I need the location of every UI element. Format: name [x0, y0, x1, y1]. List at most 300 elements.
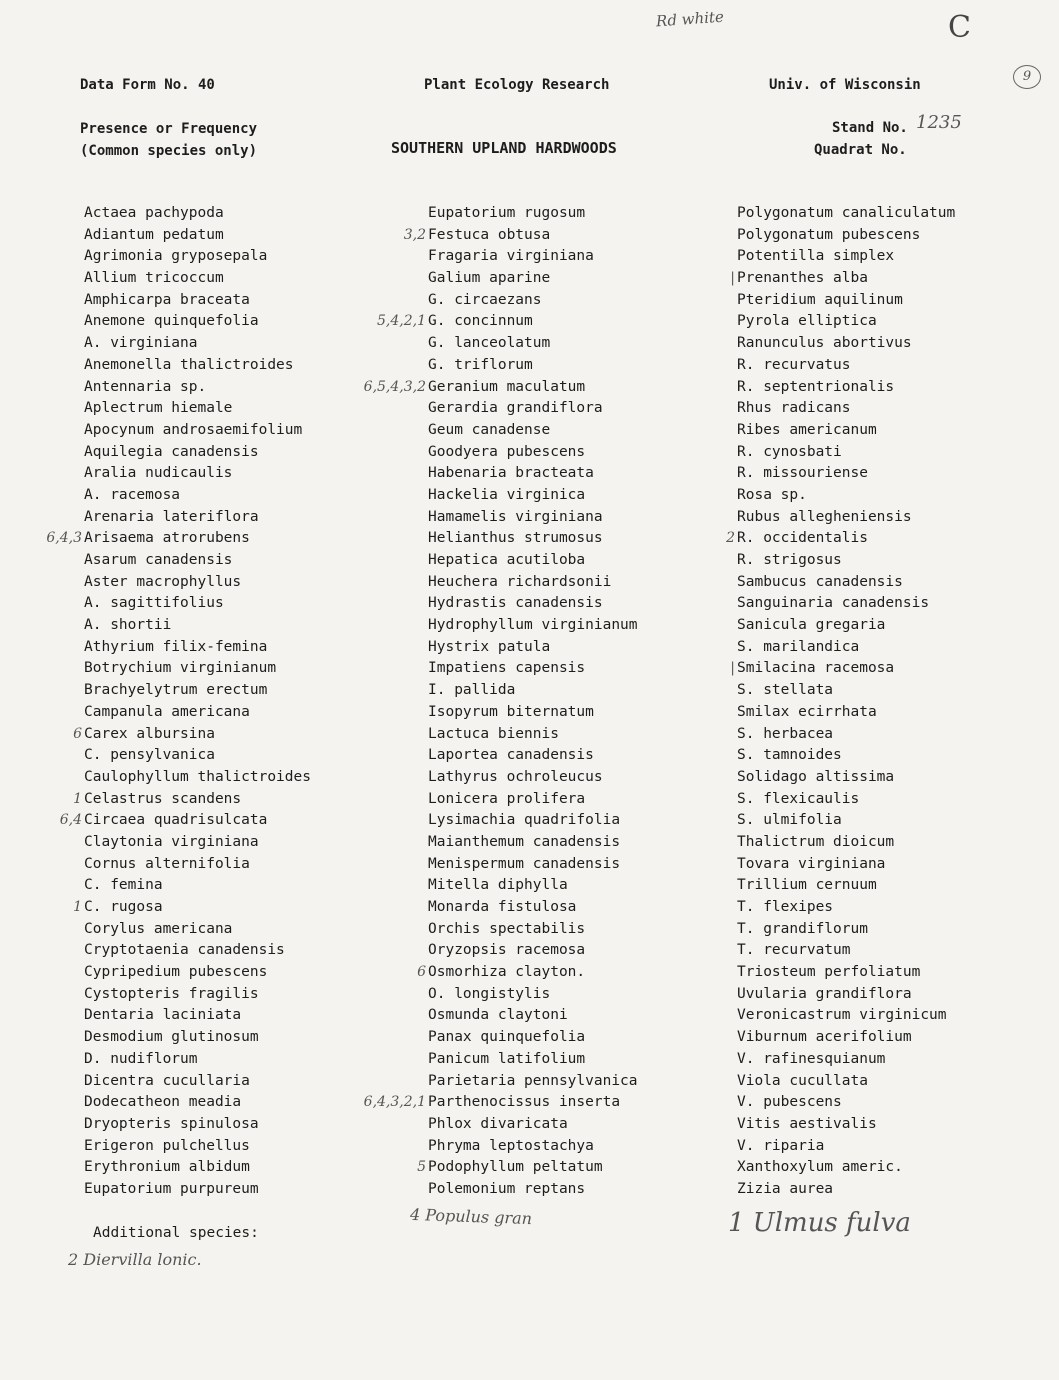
species-row	[84, 333, 414, 355]
species-row	[84, 615, 414, 637]
species-row	[84, 550, 414, 572]
species-name: S. flexicaulis	[737, 790, 860, 807]
species-name: Polygonatum canaliculatum	[737, 205, 956, 221]
species-row	[737, 745, 1059, 767]
species-row	[428, 1179, 758, 1201]
species-row	[737, 702, 1059, 724]
species-name: Isopyrum biternatum	[428, 703, 594, 720]
species-row	[737, 810, 1059, 832]
species-row	[428, 854, 758, 876]
species-name: Aplectrum hiemale	[84, 400, 233, 417]
frequency-mark: 6	[417, 964, 426, 981]
species-name: Dodecatheon meadia	[84, 1094, 242, 1111]
species-name: S. herbacea	[737, 725, 834, 742]
species-name: Sanguinaria canadensis	[737, 595, 930, 612]
species-row	[737, 637, 1059, 659]
species-name: Thalictrum dioicum	[737, 833, 895, 850]
species-name: Brachyelytrum erectum	[84, 682, 268, 699]
stand-label: Stand No.	[832, 120, 908, 136]
species-name: C. rugosa	[84, 899, 163, 915]
additional-species-entry-1: 2 Diervilla lonic.	[68, 1250, 202, 1269]
species-row	[84, 225, 414, 247]
species-name: Dryopteris spinulosa	[84, 1115, 259, 1132]
species-name: Geum canadense	[428, 421, 551, 438]
species-name: Rosa sp.	[737, 486, 807, 503]
species-row	[59, 810, 414, 832]
species-name: Hydrastis canadensis	[428, 595, 603, 612]
species-row	[737, 897, 1059, 919]
frequency-mark: 5,4,2,1	[377, 313, 426, 330]
species-name: A. racemosa	[84, 486, 181, 503]
species-row	[417, 1157, 758, 1179]
species-name: Desmodium glutinosum	[84, 1029, 259, 1046]
species-row	[403, 225, 758, 247]
species-row	[737, 854, 1059, 876]
species-row	[737, 832, 1059, 854]
species-row	[737, 311, 1059, 333]
species-name: Veronicastrum virginicum	[737, 1007, 947, 1024]
stand-value: 1235	[916, 112, 962, 133]
species-row	[84, 1005, 414, 1027]
species-row	[84, 875, 414, 897]
species-row	[84, 246, 414, 268]
species-row	[363, 1092, 758, 1114]
species-name: Parietaria pennsylvanica	[428, 1072, 638, 1089]
species-row	[84, 203, 414, 225]
species-name: Oryzopsis racemosa	[428, 942, 586, 959]
species-name: Arisaema atrorubens	[84, 530, 250, 547]
species-row	[428, 1136, 758, 1158]
species-name: Cornus alternifolia	[84, 855, 250, 872]
additional-species-label: Additional species:	[93, 1225, 259, 1241]
species-name: Galium aparine	[428, 270, 551, 287]
species-name: Aster macrophyllus	[84, 573, 242, 590]
species-row	[428, 1027, 758, 1049]
species-row	[417, 962, 758, 984]
species-row	[737, 355, 1059, 377]
species-name: S. stellata	[737, 682, 834, 699]
species-name: Eupatorium rugosum	[428, 205, 586, 221]
research-label: Plant Ecology Research	[424, 77, 610, 93]
species-name: Orchis spectabilis	[428, 920, 586, 937]
species-row	[84, 745, 414, 767]
species-name: Hydrophyllum virginianum	[428, 617, 638, 634]
species-name: Pyrola elliptica	[737, 313, 877, 330]
species-row	[737, 1071, 1059, 1093]
species-row	[428, 593, 758, 615]
species-name: Anemonella thalictroides	[84, 356, 294, 373]
species-row	[84, 593, 414, 615]
species-column-3	[726, 203, 1059, 1201]
species-row	[84, 919, 414, 941]
species-name: Zizia aurea	[737, 1180, 834, 1197]
species-row	[428, 550, 758, 572]
form-number: Data Form No. 40	[80, 77, 215, 93]
species-name: S. marilandica	[737, 638, 860, 655]
species-name: Botrychium virginianum	[84, 660, 277, 677]
additional-species-entry-2: 4 Populus gran	[409, 1204, 533, 1229]
species-row	[84, 680, 414, 702]
species-row	[73, 789, 414, 811]
species-name: Hepatica acutiloba	[428, 552, 586, 568]
species-name: C. femina	[84, 877, 163, 894]
species-row	[737, 225, 1059, 247]
species-name: Eupatorium purpureum	[84, 1180, 259, 1197]
species-name: G. lanceolatum	[428, 335, 551, 352]
species-row	[737, 246, 1059, 268]
species-row	[737, 1157, 1059, 1179]
frequency-mark: 6,4,3	[46, 530, 82, 547]
species-row	[428, 810, 758, 832]
species-row	[84, 702, 414, 724]
species-row	[84, 290, 414, 312]
species-name: C. pensylvanica	[84, 747, 215, 764]
species-row	[73, 897, 414, 919]
species-row	[84, 572, 414, 594]
species-row	[737, 615, 1059, 637]
species-name: Gerardia grandiflora	[428, 400, 603, 417]
frequency-mark: |	[730, 660, 735, 677]
additional-species-entry-3: 1 Ulmus fulva	[728, 1208, 911, 1238]
species-name: Campanula americana	[84, 703, 250, 720]
species-name: Apocynum androsaemifolium	[84, 421, 303, 438]
species-row	[428, 528, 758, 550]
presence-sublabel: (Common species only)	[80, 143, 258, 159]
species-row	[84, 1049, 414, 1071]
species-name: Phlox divaricata	[428, 1115, 568, 1132]
species-row	[737, 962, 1059, 984]
species-row	[84, 962, 414, 984]
species-name: V. rafinesquianum	[737, 1050, 886, 1067]
species-name: Habenaria bracteata	[428, 465, 594, 482]
species-name: Cypripedium pubescens	[84, 964, 268, 981]
species-row	[428, 832, 758, 854]
species-row	[737, 442, 1059, 464]
species-name: Hystrix patula	[428, 638, 551, 655]
species-row	[428, 398, 758, 420]
species-row	[428, 919, 758, 941]
species-name: Adiantum pedatum	[84, 226, 224, 243]
species-row	[737, 1049, 1059, 1071]
species-row	[84, 311, 414, 333]
species-name: A. virginiana	[84, 335, 198, 352]
species-name: Viburnum acerifolium	[737, 1029, 912, 1046]
species-row	[84, 1179, 414, 1201]
species-name: Polygonatum pubescens	[737, 226, 921, 243]
species-row	[84, 463, 414, 485]
species-row	[428, 702, 758, 724]
species-name: Cryptotaenia canadensis	[84, 942, 285, 959]
species-name: Maianthemum canadensis	[428, 833, 621, 850]
species-name: D. nudiflorum	[84, 1050, 198, 1067]
frequency-mark: |	[730, 270, 735, 287]
species-row	[737, 507, 1059, 529]
species-name: S. tamnoides	[737, 747, 842, 764]
species-name: Dentaria laciniata	[84, 1007, 242, 1024]
species-row	[737, 203, 1059, 225]
species-name: R. missouriense	[737, 465, 868, 482]
species-row	[84, 355, 414, 377]
species-row	[737, 919, 1059, 941]
species-name: Fragaria virginiana	[428, 248, 594, 265]
species-name: R. cynosbati	[737, 443, 842, 460]
species-name: Rubus allegheniensis	[737, 508, 912, 525]
species-row	[737, 550, 1059, 572]
frequency-mark: 1	[73, 899, 82, 915]
species-name: Osmorhiza clayton.	[428, 964, 586, 981]
species-column-2	[363, 203, 758, 1201]
species-name: Anemone quinquefolia	[84, 313, 259, 330]
species-name: Celastrus scandens	[84, 790, 242, 807]
species-row	[363, 377, 758, 399]
species-name: Smilax ecirrhata	[737, 703, 877, 720]
species-row	[737, 572, 1059, 594]
species-name: Lysimachia quadrifolia	[428, 812, 621, 829]
species-name: V. pubescens	[737, 1094, 842, 1111]
species-name: Mitella diphylla	[428, 877, 568, 894]
species-row	[428, 984, 758, 1006]
species-name: Circaea quadrisulcata	[84, 812, 268, 829]
species-row	[428, 1005, 758, 1027]
species-row	[428, 637, 758, 659]
species-name: Lathyrus ochroleucus	[428, 768, 603, 785]
species-name: Xanthoxylum americ.	[737, 1159, 903, 1176]
species-name: Ribes americanum	[737, 421, 877, 438]
species-row	[428, 658, 758, 680]
species-name: Hamamelis virginiana	[428, 508, 603, 525]
species-name: Carex albursina	[84, 725, 215, 742]
frequency-mark: 6,4	[59, 812, 82, 829]
species-row	[84, 832, 414, 854]
species-name: Ranunculus abortivus	[737, 335, 912, 352]
species-row	[428, 572, 758, 594]
frequency-mark: 2	[726, 530, 735, 547]
frequency-mark: 5	[417, 1159, 426, 1176]
species-row	[428, 875, 758, 897]
species-name: A. shortii	[84, 617, 172, 634]
species-name: G. triflorum	[428, 356, 533, 373]
species-row	[428, 1049, 758, 1071]
species-name: Phryma leptostachya	[428, 1137, 594, 1154]
university-label: Univ. of Wisconsin	[769, 77, 921, 93]
species-row	[428, 420, 758, 442]
species-row	[737, 290, 1059, 312]
species-row	[737, 875, 1059, 897]
species-name: R. septentrionalis	[737, 378, 895, 395]
species-name: Erythronium albidum	[84, 1159, 250, 1176]
species-row	[737, 1005, 1059, 1027]
species-row	[737, 680, 1059, 702]
species-row	[428, 290, 758, 312]
species-name: O. longistylis	[428, 985, 551, 1002]
species-name: Festuca obtusa	[428, 226, 551, 243]
species-row	[737, 767, 1059, 789]
species-row	[730, 658, 1059, 680]
species-name: Tovara virginiana	[737, 855, 886, 872]
species-name: G. concinnum	[428, 313, 533, 330]
species-name: Monarda fistulosa	[428, 899, 577, 915]
species-row	[84, 854, 414, 876]
circled-page-number: 9	[1013, 65, 1041, 89]
species-name: Parthenocissus inserta	[428, 1094, 621, 1111]
species-name: Aralia nudicaulis	[84, 465, 233, 482]
species-row	[84, 1114, 414, 1136]
species-name: Antennaria sp.	[84, 378, 207, 395]
species-row	[737, 463, 1059, 485]
species-row	[428, 897, 758, 919]
species-name: Sanicula gregaria	[737, 617, 886, 634]
species-row	[84, 442, 414, 464]
species-row	[84, 507, 414, 529]
species-row	[84, 1027, 414, 1049]
species-row	[737, 333, 1059, 355]
species-name: T. flexipes	[737, 899, 834, 915]
species-row	[737, 789, 1059, 811]
species-row	[84, 398, 414, 420]
species-row	[428, 442, 758, 464]
species-row	[428, 268, 758, 290]
species-row	[84, 637, 414, 659]
species-name: Claytonia virginiana	[84, 833, 259, 850]
species-name: Rhus radicans	[737, 400, 851, 417]
quadrat-label: Quadrat No.	[814, 142, 907, 158]
species-row	[428, 333, 758, 355]
species-row	[737, 593, 1059, 615]
species-row	[377, 311, 758, 333]
species-row	[84, 1157, 414, 1179]
species-name: R. strigosus	[737, 552, 842, 568]
species-row	[84, 940, 414, 962]
species-row	[84, 1136, 414, 1158]
species-row	[737, 398, 1059, 420]
species-row	[428, 485, 758, 507]
species-row	[737, 724, 1059, 746]
species-row	[737, 1114, 1059, 1136]
species-row	[737, 940, 1059, 962]
species-name: T. grandiflorum	[737, 920, 868, 937]
species-name: T. recurvatum	[737, 942, 851, 959]
species-name: Hackelia virginica	[428, 486, 586, 503]
species-name: Pteridium aquilinum	[737, 291, 903, 308]
species-name: R. occidentalis	[737, 530, 868, 547]
species-row	[84, 1071, 414, 1093]
species-name: Goodyera pubescens	[428, 443, 586, 460]
page-title: SOUTHERN UPLAND HARDWOODS	[391, 139, 617, 157]
species-name: Athyrium filix-femina	[84, 638, 268, 655]
top-handwritten-note: Rd white	[655, 7, 725, 31]
species-row	[737, 984, 1059, 1006]
species-row	[737, 420, 1059, 442]
species-row	[428, 463, 758, 485]
species-row	[428, 789, 758, 811]
species-name: Actaea pachypoda	[84, 205, 224, 221]
species-row	[428, 940, 758, 962]
species-name: Osmunda claytoni	[428, 1007, 568, 1024]
species-row	[428, 680, 758, 702]
species-name: Aquilegia canadensis	[84, 443, 259, 460]
species-row	[726, 528, 1059, 550]
species-name: Vitis aestivalis	[737, 1115, 877, 1132]
species-name: Panicum latifolium	[428, 1050, 586, 1067]
species-row	[428, 1071, 758, 1093]
species-name: Impatiens capensis	[428, 660, 586, 677]
species-name: Arenaria lateriflora	[84, 508, 259, 525]
species-name: Solidago altissima	[737, 768, 895, 785]
species-name: Allium tricoccum	[84, 270, 224, 287]
species-row	[737, 377, 1059, 399]
species-name: G. circaezans	[428, 291, 542, 308]
species-row	[84, 268, 414, 290]
species-name: Lonicera prolifera	[428, 790, 586, 807]
corner-letter: C	[948, 10, 971, 45]
species-row	[46, 528, 414, 550]
species-row	[428, 615, 758, 637]
species-row	[730, 268, 1059, 290]
species-name: S. ulmifolia	[737, 812, 842, 829]
species-name: Corylus americana	[84, 920, 233, 937]
species-name: Agrimonia gryposepala	[84, 248, 268, 265]
species-name: V. riparia	[737, 1137, 825, 1154]
species-name: R. recurvatus	[737, 356, 851, 373]
species-name: Asarum canadensis	[84, 552, 233, 568]
species-row	[73, 724, 414, 746]
species-row	[84, 485, 414, 507]
frequency-mark: 6,5,4,3,2	[363, 378, 426, 395]
species-row	[428, 203, 758, 225]
species-column-1	[46, 203, 414, 1201]
frequency-mark: 3,2	[403, 226, 426, 243]
frequency-mark: 6	[73, 725, 82, 742]
species-row	[428, 355, 758, 377]
species-row	[737, 1136, 1059, 1158]
species-name: Potentilla simplex	[737, 248, 895, 265]
species-name: A. sagittifolius	[84, 595, 224, 612]
species-name: Viola cucullata	[737, 1072, 868, 1089]
species-row	[737, 485, 1059, 507]
species-name: Prenanthes alba	[737, 270, 868, 287]
species-name: Cystopteris fragilis	[84, 985, 259, 1002]
species-row	[737, 1179, 1059, 1201]
frequency-mark: 1	[73, 790, 82, 807]
species-name: Sambucus canadensis	[737, 573, 903, 590]
species-row	[84, 420, 414, 442]
frequency-mark: 6,4,3,2,1	[363, 1094, 426, 1111]
species-name: Smilacina racemosa	[737, 660, 895, 677]
species-name: Triosteum perfoliatum	[737, 964, 921, 981]
species-row	[428, 767, 758, 789]
species-row	[428, 246, 758, 268]
presence-label: Presence or Frequency	[80, 121, 258, 137]
species-name: Laportea canadensis	[428, 747, 594, 764]
species-name: Panax quinquefolia	[428, 1029, 586, 1046]
species-name: Helianthus strumosus	[428, 530, 603, 547]
species-row	[428, 507, 758, 529]
species-name: I. pallida	[428, 682, 516, 699]
species-row	[84, 658, 414, 680]
species-name: Geranium maculatum	[428, 378, 586, 395]
species-name: Amphicarpa braceata	[84, 291, 250, 308]
species-name: Erigeron pulchellus	[84, 1137, 250, 1154]
species-row	[84, 767, 414, 789]
species-row	[737, 1092, 1059, 1114]
species-row	[428, 745, 758, 767]
species-name: Trillium cernuum	[737, 877, 877, 894]
species-name: Menispermum canadensis	[428, 855, 621, 872]
species-row	[428, 724, 758, 746]
species-row	[428, 1114, 758, 1136]
species-name: Podophyllum peltatum	[428, 1159, 603, 1176]
species-name: Caulophyllum thalictroides	[84, 768, 311, 785]
